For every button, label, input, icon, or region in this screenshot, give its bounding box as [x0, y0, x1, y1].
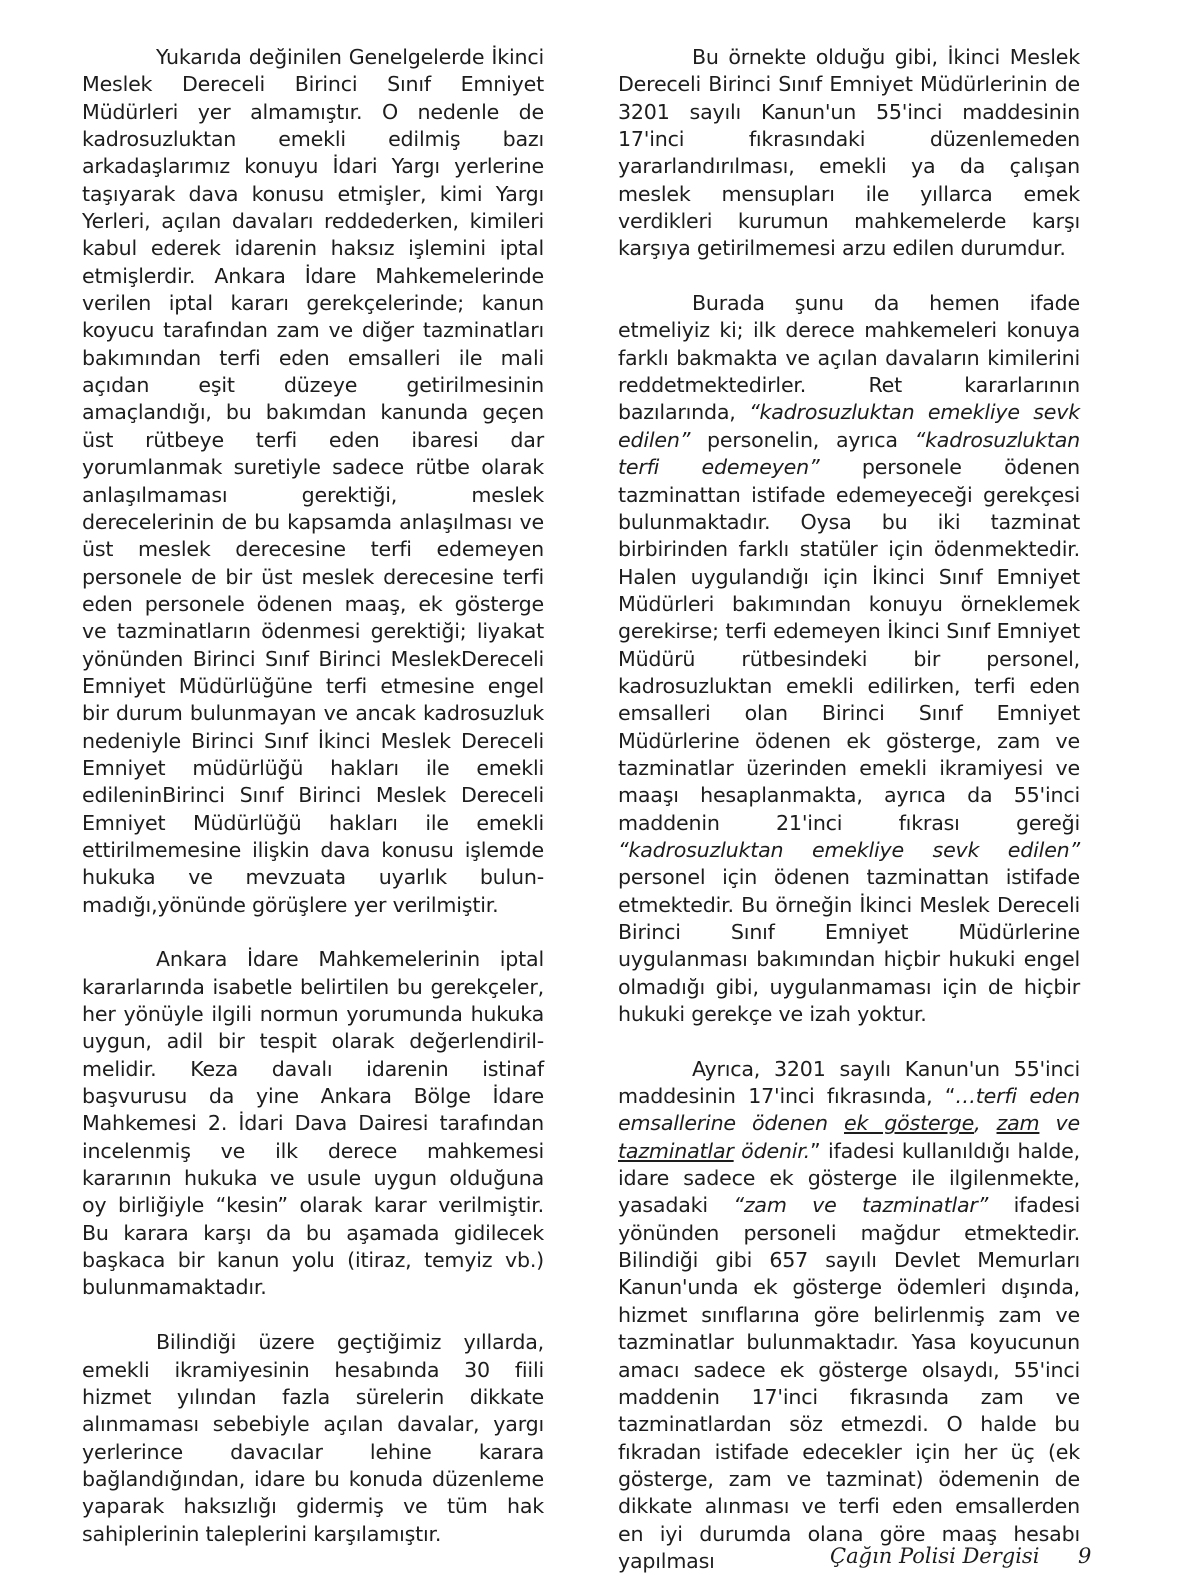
right-column: [618, 44, 1080, 1575]
right-paragraph-1: Bu örnekte olduğu gibi, İkinci Meslek Dereceli Birinci Sınıf Emniyet Müdürlerinin de 3201 sayılı Kanun'un 55'inci maddesinin 17'inci fıkrasındaki düzenlemeden yararlandırılması, emekli ya da çalışan meslek mensupları ile yıllarca emek verdikleri kurumun mahkemelerde karşı karşıya getirilmemesi arzu edilen durumdur.: [618, 45, 1080, 261]
text-run: ” ifadesi kullanıldığı halde, idare sadece ek gösterge ile ilgilenmekte, yasadaki: [618, 1138, 1080, 1218]
text-run: personelin, ayrıca: [707, 427, 898, 452]
left-column: [82, 44, 544, 1548]
italic-punct: ,: [974, 1111, 981, 1136]
page-number: 9: [1078, 1544, 1092, 1568]
text-run: Ayrıca, 3201 sayılı Kanun'un 55'inci maddesinin 17'inci fıkrasında, “: [618, 1056, 1080, 1109]
left-paragraph-1: Yukarıda değinilen Genelgelerde İkinci Meslek Dereceli Birinci Sınıf Emniyet Müdürleri yer almamıştır. O nedenle de kadrosuzluktan emekli edilmiş bazı arkadaşlarımız konuyu İdari Yargı yerlerine taşıyarak dava konusu etmişler, kimi Yargı Yerleri, açılan davaları reddederken, kimileri kabul ederek idarenin haksız işlemini iptal etmişlerdir. Ankara İdare Mahkemelerinde verilen iptal kararı gerekçelerinde; kanun koyucu tarafından zam ve diğer tazminatları bakımından terfi eden emsalleri ile mali açıdan eşit düzeye getirilmesinin amaçlandığı, bu bakımdan kanunda geçen üst rütbeye terfi eden ibaresi dar yorumlanmak suretiyle sadece rütbe olarak anlaşılmaması gerektiği, meslek derecelerinin de bu kapsamda anlaşılması ve üst meslek derecesine terfi edemeyen personele de bir üst meslek derecesine terfi eden personele ödenen maaş, ek gösterge ve tazminatların ödenmesi gerektiği; liyakat yönünden Birinci Sınıf Birinci MeslekDereceli Emniyet Müdürlüğüne terfi etmesine engel bir durum bulunmayan ve ancak kadrosuzluk nedeniyle Birinci Sınıf İkinci Meslek Dereceli Emniyet müdürlüğü hakları ile emekli edileninBirinci Sınıf Birinci Meslek Dereceli Emniyet Müdürlüğü hakları ile emekli ettirilmemesine ilişkin dava konusu işlemde hukuka ve mevzuata uyarlık bulun-madığı,yönünde görüşlere yer verilmiştir.: [82, 45, 544, 917]
left-paragraph-2: Ankara İdare Mahkemelerinin iptal kararlarında isabetle belirtilen bu gerekçeler, her yönüyle ilgili normun yorumunda hukuka uygun, adil bir tespit olarak değerlendiril-melidir. Keza davalı idarenin istinaf başvurusu da yine Ankara Bölge İdare Mahkemesi 2. İdari Dava Dairesi tarafından incelenmiş ve ilk derece mahkemesi kararının hukuka ve usule uygun olduğuna oy birliğiyle “kesin” olarak karar verilmiştir. Bu karara karşı da bu aşamada gidilecek başkaca bir kanun yolu (itiraz, temyiz vb.) bulunmamaktadır.: [82, 947, 544, 1300]
italic-quote: “kadrosuzluktan terfi edemeyen”: [618, 427, 1080, 480]
underlined-term: tazminatlar: [618, 1138, 734, 1163]
left-paragraph-3: Bilindiği üzere geçtiğimiz yıllarda, emekli ikramiyesinin hesabında 30 fiili hizmet yılından fazla sürelerin dikkate alınmaması sebebiyle açılan davalar, yargı yerlerince davacılar lehine karara bağlandığından, idare bu konuda düzenleme yaparak haksızlığı gidermiş ve tüm hak sahiplerinin taleplerini karşılamıştır.: [82, 1330, 544, 1546]
italic-quote: “kadrosuzluktan emekliye sevk edilen”: [618, 837, 1080, 862]
underlined-term: zam: [996, 1111, 1040, 1136]
italic-quote: …terfi eden emsallerine ödenen: [618, 1084, 1080, 1136]
journal-title: Çağın Polisi Dergisi: [830, 1544, 1040, 1568]
text-run: personele ödenen tazminattan istifade edemeyeceği gerekçesi bulunmaktadır. Oysa bu iki tazminat birbirinden farklı statüler için ödenmektedir. Halen uygulandığı için İkinci Sınıf Emniyet Müdürleri bakımından konuyu örneklemek gerekirse; terfi edemeyen İkinci Sınıf Emniyet Müdürü rütbesindeki bir personel, kadrosuzluktan emekli edilirken, terfi eden emsalleri olan Birinci Sınıf Emniyet Müdürlerine ödenen ek gösterge, zam ve tazminatlar üzerinden emekli ikramiyesi ve maaşı hesaplanmakta, ayrıca da 55'inci maddenin 21'inci fıkrası gereği: [618, 455, 1080, 835]
text-run: personel için ödenen tazminattan istifade etmektedir. Bu örneğin İkinci Meslek Dereceli Birinci Sınıf Emniyet Müdürlerine uygulanması bakımından hiçbir hukuki engel olmadığı gibi, uygulanmaması için de hiçbir hukuki gerekçe ve izah yoktur.: [618, 865, 1080, 1027]
italic-quote: “zam ve tazminatlar”: [733, 1193, 989, 1218]
italic-quote: “kadrosuzluktan emekliye sevk edilen”: [618, 400, 1080, 452]
underlined-term: ek gösterge: [844, 1111, 975, 1136]
right-paragraph-2: [618, 290, 1080, 1028]
text-run: Burada şunu da hemen ifade etmeliyiz ki; ilk derece mahkemeleri konuya farklı bakmakta ve açılan davaların kimilerini reddetmektedirler. Ret kararlarının bazılarında,: [618, 291, 1080, 425]
italic-quote: ödenir.: [741, 1138, 811, 1163]
right-paragraph-3: [618, 1056, 1080, 1576]
text-run: ifadesi yönünden personeli mağdur etmektedir. Bilindiği gibi 657 sayılı Devlet Memurları Kanun'unda ek gösterge ödemleri dışında, hizmet sınıflarına göre belirlenmiş zam ve tazminatlar bulunmaktadır. Yasa koyucunun amacı sadece ek gösterge olsaydı, 55'inci maddenin 17'inci fıkrasında zam ve tazminatlardan söz etmezdi. O halde bu fıkradan istifade edecekler için her üç (ek gösterge, zam ve tazminat) ödemenin de dikkate alınması ve terfi eden emsallerden en iyi durumda olana göre maaş hesabı yapılması: [618, 1193, 1080, 1573]
page-footer: [0, 1544, 1181, 1574]
italic-word: ve: [1055, 1111, 1080, 1136]
